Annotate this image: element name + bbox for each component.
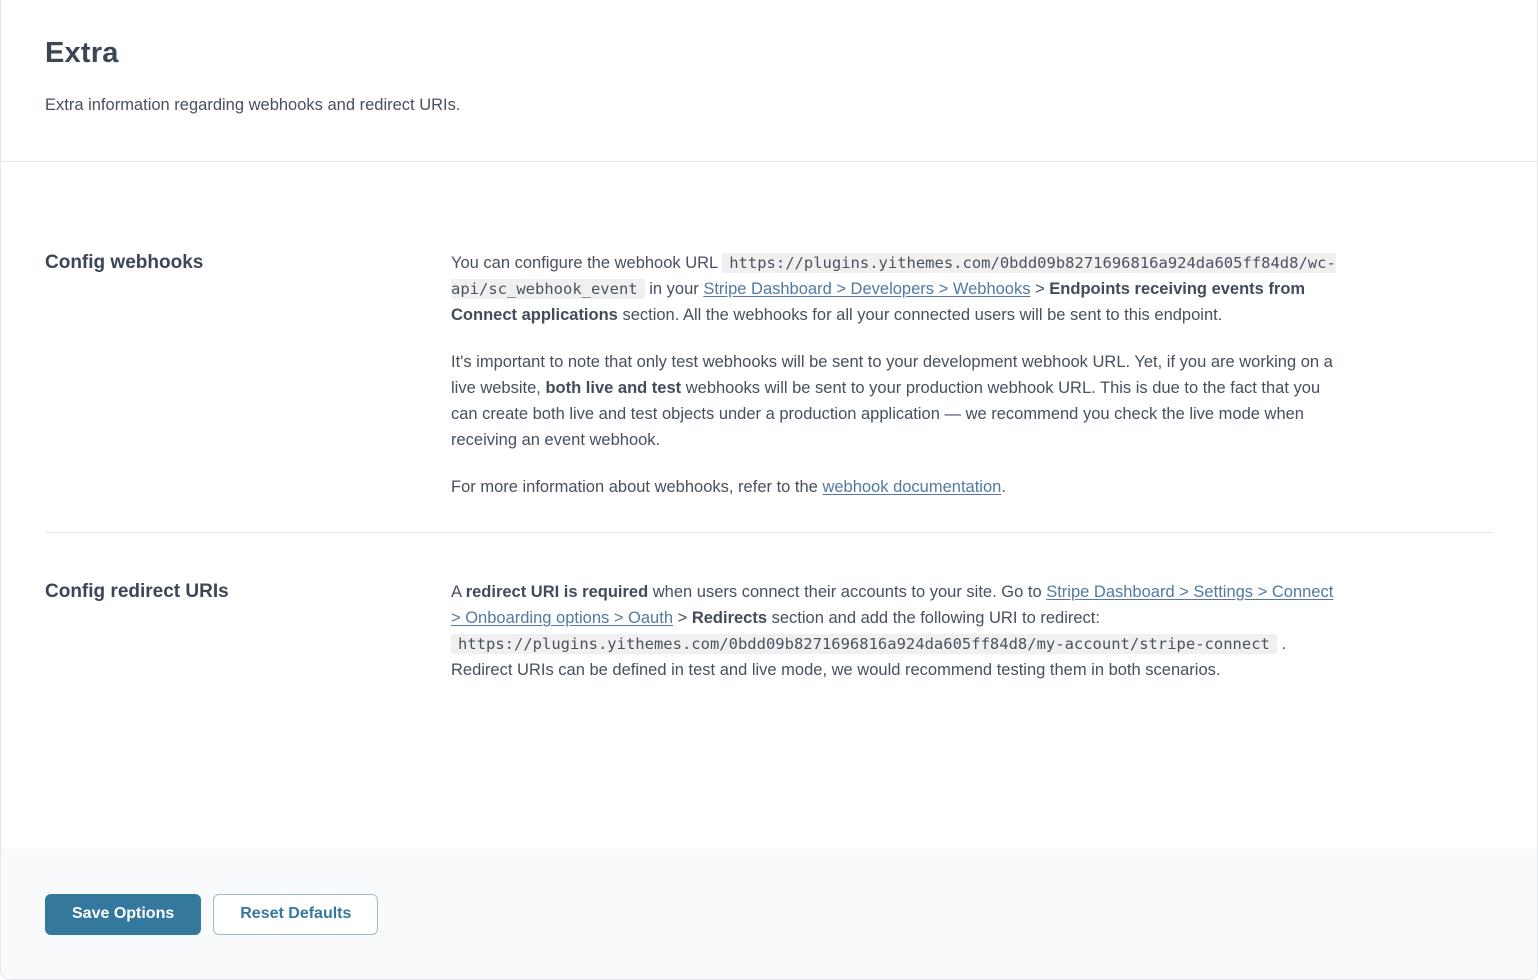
paragraph: [451, 474, 1341, 500]
text: >: [673, 609, 692, 627]
settings-form: [1, 162, 1537, 849]
text: .: [1001, 478, 1006, 496]
footer-bar: [1, 849, 1537, 979]
bold-text: redirect URI is required: [465, 583, 649, 601]
redirect-uri-code: https://plugins.yithemes.com/0bdd09b8271696816a924da605ff84d8/my-account/stripe-connect: [451, 634, 1277, 654]
paragraph: [451, 579, 1341, 683]
webhook-documentation-link[interactable]: webhook documentation: [822, 478, 1002, 496]
text: section and add the following URI to redirect:: [767, 609, 1100, 627]
section-config-redirect-uris: [45, 579, 1493, 683]
stripe-dashboard-oauth-link[interactable]: Stripe Dashboard > Settings > Connect > Onboarding options > Oauth: [451, 583, 1334, 627]
text: . Redirect URIs can be defined in test and live mode, we would recommend testing them in both scenarios.: [451, 635, 1287, 679]
paragraph: [451, 250, 1341, 328]
save-options-button[interactable]: Save Options: [45, 894, 201, 935]
section-content-config-redirect-uris: [451, 579, 1341, 683]
text: For more information about webhooks, refer to the: [451, 478, 823, 496]
page-title: Extra: [45, 37, 119, 69]
section-label-config-webhooks: Config webhooks: [45, 252, 204, 273]
reset-defaults-button[interactable]: Reset Defaults: [213, 894, 378, 935]
text: section. All the webhooks for all your connected users will be sent to this endpoint.: [617, 306, 1223, 324]
bold-text: Endpoints receiving events from Connect applications: [451, 280, 1306, 324]
page-header: [1, 0, 1537, 162]
paragraph: [451, 349, 1341, 453]
section-content-config-webhooks: [451, 250, 1341, 500]
text: It's important to note that only test webhooks will be sent to your development webhook URL. Yet, if you are working on a live website,: [451, 353, 1333, 397]
text: in your: [644, 280, 704, 298]
stripe-dashboard-webhooks-link[interactable]: Stripe Dashboard > Developers > Webhooks: [703, 280, 1031, 298]
text: A: [451, 583, 466, 601]
bold-text: both live and test: [545, 379, 682, 397]
section-divider: [45, 532, 1493, 533]
text: You can configure the webhook URL: [451, 254, 723, 272]
webhook-url-code: https://plugins.yithemes.com/0bdd09b8271696816a924da605ff84d8/wc-api/sc_webhook_event: [451, 254, 1336, 298]
section-label-config-redirect-uris: Config redirect URIs: [45, 581, 229, 602]
text: >: [1030, 280, 1050, 298]
bold-text: Redirects: [691, 609, 768, 627]
text: webhooks will be sent to your production webhook URL. This is due to the fact that you can create both live and test objects under a production application — we recommend you check the live mode when receiving an event webhook.: [451, 379, 1321, 449]
section-config-webhooks: [45, 250, 1493, 500]
text: when users connect their accounts to your site. Go to: [648, 583, 1047, 601]
page-subtitle: Extra information regarding webhooks and redirect URIs.: [45, 96, 461, 114]
